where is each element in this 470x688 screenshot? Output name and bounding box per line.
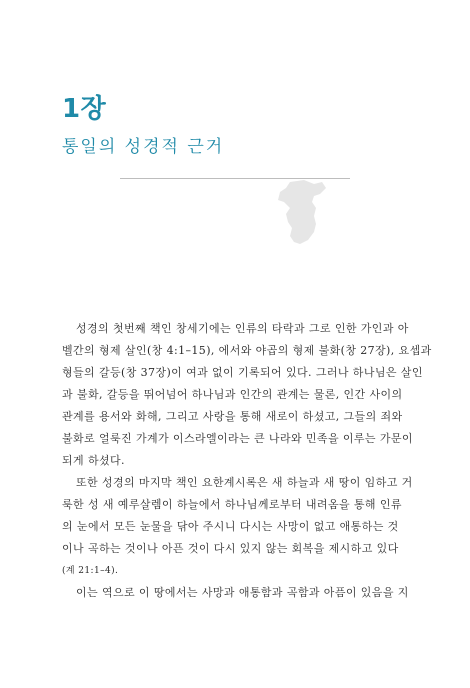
body-line: 성경의 첫번째 책인 창세기에는 인류의 타락과 그로 인한 가인과 아 <box>76 322 409 335</box>
body-line: (계 21:1–4). <box>62 566 119 576</box>
body-text <box>62 318 432 604</box>
body-line: 의 눈에서 모든 눈물을 닦아 주시니 다시는 사망이 없고 애통하는 것 <box>62 520 399 533</box>
chapter-title: 통일의 성경적 근거 <box>62 137 225 157</box>
body-line: 과 불화, 갈등을 뛰어넘어 하나님과 인간의 관계는 물론, 인간 사이의 <box>62 388 403 401</box>
body-line: 룩한 성 새 예루살렘이 하늘에서 하나님께로부터 내려옴을 통해 인류 <box>62 498 402 511</box>
body-line: 이나 곡하는 것이나 아픈 것이 다시 있지 않는 회복을 제시하고 있다 <box>62 542 399 555</box>
body-line: 이는 역으로 이 땅에서는 사망과 애통함과 곡함과 아픔이 있음을 지 <box>76 586 409 599</box>
korean-peninsula-map-icon <box>270 178 330 248</box>
chapter-number: 1장 <box>62 94 107 124</box>
body-line: 형들의 갈등(창 37장)이 여과 없이 기록되어 있다. 그러나 하나님은 살인 <box>62 366 423 379</box>
body-line: 또한 성경의 마지막 책인 요한계시록은 새 하늘과 새 땅이 임하고 거 <box>76 476 413 489</box>
body-line: 벨간의 형제 살인(창 4:1–15), 에서와 야곱의 형제 불화(창 27장), 요셉과 <box>62 344 432 357</box>
body-line: 불화로 얼룩진 가계가 이스라엘이라는 큰 나라와 민족을 이루는 가문이 <box>62 432 413 445</box>
body-line: 관계를 용서와 화해, 그리고 사랑을 통해 새로이 하셨고, 그들의 죄와 <box>62 410 403 423</box>
body-line: 되게 하셨다. <box>62 454 125 467</box>
